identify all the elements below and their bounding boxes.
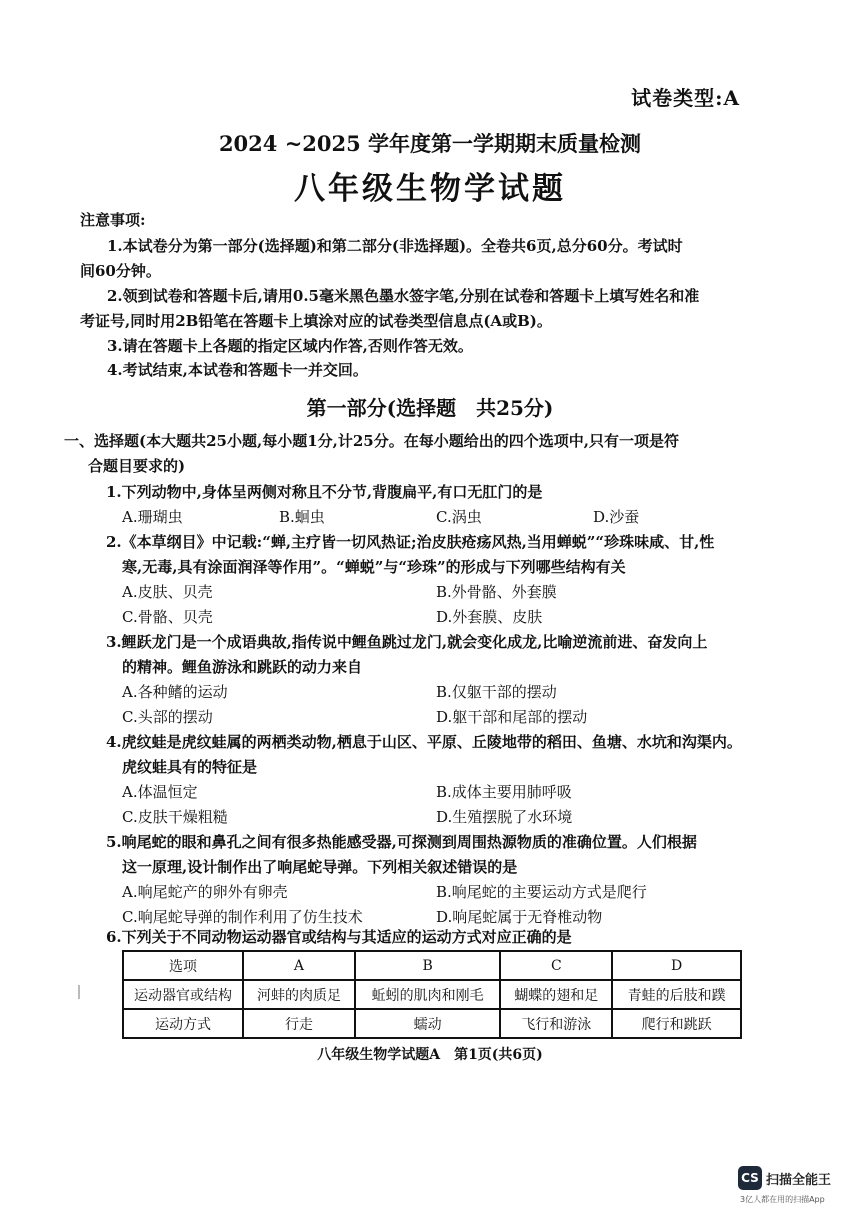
paper-type-label: 试卷类型:A <box>631 86 740 110</box>
note-1-line-2: 间60分钟。 <box>80 262 161 280</box>
question-2-option-c: C.骨骼、贝壳 <box>122 608 213 626</box>
question-3-stem-line-1: 3.鲤跃龙门是一个成语典故,指传说中鲤鱼跳过龙门,就会变化成龙,比喻逆流前进、奋发向上 <box>106 633 708 651</box>
question-2-stem-line-1: 2.《本草纲目》中记载:“蝉,主疗皆一切风热证;治皮肤疮疡风热,当用蝉蜕”“珍珠味咸、甘,性 <box>106 533 715 551</box>
page-title: 八年级生物学试题 <box>294 171 566 207</box>
question-6-stem: 6.下列关于不同动物运动器官或结构与其适应的运动方式对应正确的是 <box>106 928 572 946</box>
table-header-cell: A <box>243 951 355 980</box>
question-3-option-b: B.仅躯干部的摆动 <box>436 683 557 701</box>
table-cell: 蚯蚓的肌肉和刚毛 <box>355 980 500 1009</box>
table-cell: 蝴蝶的翅和足 <box>500 980 612 1009</box>
note-3: 3.请在答题卡上各题的指定区域内作答,否则作答无效。 <box>107 337 473 355</box>
question-3-option-a: A.各种鳍的运动 <box>122 683 228 701</box>
question-4-stem-line-2: 虎纹蛙具有的特征是 <box>122 758 258 776</box>
question-4-option-d: D.生殖摆脱了水环境 <box>436 808 573 826</box>
question-1-option-d: D.沙蚕 <box>593 508 640 526</box>
question-1-option-c: C.涡虫 <box>436 508 482 526</box>
question-5-option-a: A.响尾蛇产的卵外有卵壳 <box>122 883 288 901</box>
question-5-option-b: B.响尾蛇的主要运动方式是爬行 <box>436 883 647 901</box>
question-4-option-a: A.体温恒定 <box>122 783 198 801</box>
note-4: 4.考试结束,本试卷和答题卡一并交回。 <box>107 361 368 379</box>
question-5-option-c: C.响尾蛇导弹的制作利用了仿生技术 <box>122 908 363 926</box>
question-5-stem-line-2: 这一原理,设计制作出了响尾蛇导弹。下列相关叙述错误的是 <box>122 858 518 876</box>
scanner-tagline: 3亿人都在用的扫描App <box>740 1195 825 1204</box>
question-2-option-a: A.皮肤、贝壳 <box>122 583 213 601</box>
question-1-option-a: A.珊瑚虫 <box>122 508 183 526</box>
table-cell: 运动方式 <box>123 1009 243 1038</box>
table-cell: 河蚌的肉质足 <box>243 980 355 1009</box>
scan-artifact <box>78 985 80 999</box>
question-1-option-b: B.蛔虫 <box>279 508 325 526</box>
question-2-option-b: B.外骨骼、外套膜 <box>436 583 557 601</box>
table-cell: 飞行和游泳 <box>500 1009 612 1038</box>
scanner-watermark <box>738 1166 831 1190</box>
camscanner-logo-icon: CS <box>738 1166 762 1190</box>
exam-year-title: 2024 ~2025 学年度第一学期期末质量检测 <box>218 131 642 156</box>
table-header-cell: 选项 <box>123 951 243 980</box>
notes-heading: 注意事项: <box>80 211 146 229</box>
question-2-option-d: D.外套膜、皮肤 <box>436 608 543 626</box>
table-cell: 行走 <box>243 1009 355 1038</box>
table-header-cell: B <box>355 951 500 980</box>
note-2-line-2: 考证号,同时用2B铅笔在答题卡上填涂对应的试卷类型信息点(A或B)。 <box>80 312 552 330</box>
question-4-stem-line-1: 4.虎纹蛙是虎纹蛙属的两栖类动物,栖息于山区、平原、丘陵地带的稻田、鱼塘、水坑和沟渠内。 <box>106 733 742 751</box>
section-intro-line-2: 合题目要求的) <box>88 457 186 475</box>
question-3-option-c: C.头部的摆动 <box>122 708 213 726</box>
table-header-cell: D <box>612 951 741 980</box>
question-4-option-b: B.成体主要用肺呼吸 <box>436 783 572 801</box>
table-row <box>123 980 741 1009</box>
question-3-stem-line-2: 的精神。鲤鱼游泳和跳跃的动力来自 <box>122 658 363 676</box>
table-cell: 爬行和跳跃 <box>612 1009 741 1038</box>
question-1-stem: 1.下列动物中,身体呈两侧对称且不分节,背腹扁平,有口无肛门的是 <box>106 483 543 501</box>
section-title: 第一部分(选择题 共25分) <box>306 396 554 420</box>
table-header-row <box>123 951 741 980</box>
question-4-option-c: C.皮肤干燥粗糙 <box>122 808 228 826</box>
question-5-option-d: D.响尾蛇属于无脊椎动物 <box>436 908 603 926</box>
table-cell: 青蛙的后肢和蹼 <box>612 980 741 1009</box>
question-5-stem-line-1: 5.响尾蛇的眼和鼻孔之间有很多热能感受器,可探测到周围热源物质的准确位置。人们根据 <box>106 833 697 851</box>
table-cell: 蠕动 <box>355 1009 500 1038</box>
table-row <box>123 1009 741 1038</box>
question-3-option-d: D.躯干部和尾部的摆动 <box>436 708 588 726</box>
question-6-table <box>122 950 742 1039</box>
question-2-stem-line-2: 寒,无毒,具有涂面润泽等作用”。“蝉蜕”与“珍珠”的形成与下列哪些结构有关 <box>122 558 626 576</box>
page-footer: 八年级生物学试题A 第1页(共6页) <box>317 1047 543 1063</box>
table-cell: 运动器官或结构 <box>123 980 243 1009</box>
note-2-line-1: 2.领到试卷和答题卡后,请用0.5毫米黑色墨水签字笔,分别在试卷和答题卡上填写姓名和准 <box>107 287 700 305</box>
note-1-line-1: 1.本试卷分为第一部分(选择题)和第二部分(非选择题)。全卷共6页,总分60分。考试时 <box>107 237 683 255</box>
section-intro-line-1: 一、选择题(本大题共25小题,每小题1分,计25分。在每小题给出的四个选项中,只有一项是符 <box>64 432 679 450</box>
scanner-app-name: 扫描全能王 <box>766 1172 832 1188</box>
table-header-cell: C <box>500 951 612 980</box>
